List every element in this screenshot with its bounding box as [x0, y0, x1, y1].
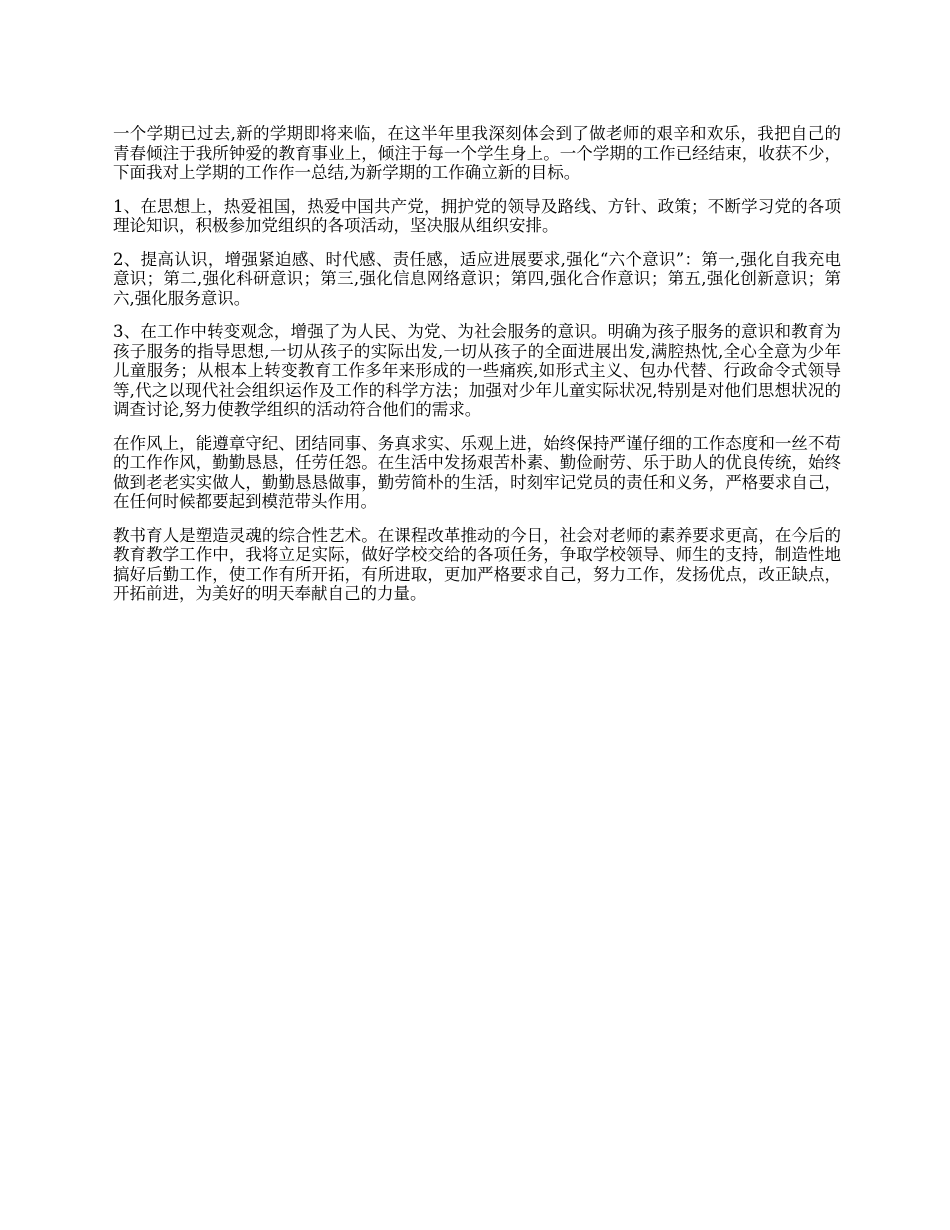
paragraph-point-1: 1、在思想上，热爱祖国，热爱中国共产党，拥护党的领导及路线、方针、政策；不断学习党的各项理论知识，积极参加党组织的各项活动，坚决服从组织安排。 — [113, 196, 841, 235]
paragraph-point-2: 2、提高认识，增强紧迫感、时代感、责任感，适应进展要求,强化“六个意识”：第一,强化自我充电意识；第二,强化科研意识；第三,强化信息网络意识；第四,强化合作意识；第五,强化创新意识；第六,强化服务意识。 — [113, 249, 841, 308]
paragraph-conclusion: 教书育人是塑造灵魂的综合性艺术。在课程改革推动的今日，社会对老师的素养要求更高，在今后的教育教学工作中，我将立足实际，做好学校交给的各项任务，争取学校领导、师生的支持，制造性地搞好后勤工作，使工作有所开拓，有所进取，更加严格要求自己，努力工作，发扬优点，改正缺点，开拓前进，为美好的明天奉献自己的力量。 — [113, 525, 841, 603]
paragraph-work-style: 在作风上，能遵章守纪、团结同事、务真求实、乐观上进，始终保持严谨仔细的工作态度和一丝不苟的工作作风，勤勤恳恳，任劳任怨。在生活中发扬艰苦朴素、勤俭耐劳、乐于助人的优良传统，始终做到老老实实做人，勤勤恳恳做事，勤劳简朴的生活，时刻牢记党员的责任和义务，严格要求自己，在任何时候都要起到模范带头作用。 — [113, 433, 841, 511]
paragraph-point-3: 3、在工作中转变观念，增强了为人民、为党、为社会服务的意识。明确为孩子服务的意识和教育为孩子服务的指导思想,一切从孩子的实际出发,一切从孩子的全面进展出发,满腔热忱,全心全意为少年儿童服务；从根本上转变教育工作多年来形成的一些痛疾,如形式主义、包办代替、行政命令式领导等,代之以现代社会组织运作及工作的科学方法；加强对少年儿童实际状况,特别是对他们思想状况的调查讨论,努力使教学组织的活动符合他们的需求。 — [113, 322, 841, 419]
paragraph-intro: 一个学期已过去,新的学期即将来临，在这半年里我深刻体会到了做老师的艰辛和欢乐，我把自己的青春倾注于我所钟爱的教育事业上，倾注于每一个学生身上。一个学期的工作已经结束，收获不少，下面我对上学期的工作作一总结,为新学期的工作确立新的目标。 — [113, 124, 841, 182]
document-page — [113, 124, 841, 618]
